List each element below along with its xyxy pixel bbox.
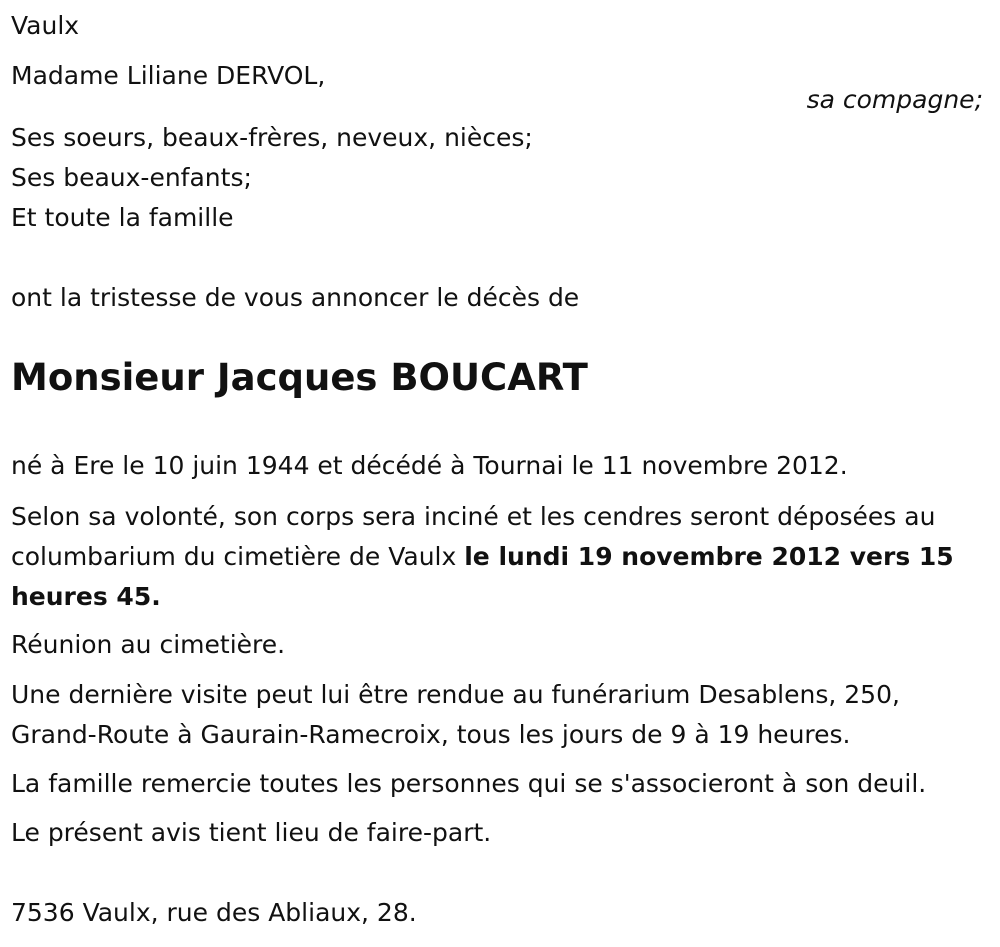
meeting-text: Réunion au cimetière. (11, 630, 286, 659)
address-text: 7536 Vaulx, rue des Abliaux, 28. (11, 898, 417, 927)
funeral-date-text: le lundi 19 novembre 2012 vers 15 heures 45. (11, 542, 954, 611)
family-line-stepchildren: Ses beaux-enfants; (11, 163, 252, 192)
birth-death-text: né à Ere le 10 juin 1944 et décédé à Tournai le 11 novembre 2012. (11, 451, 848, 480)
deceased-name: Monsieur Jacques BOUCART (11, 356, 588, 399)
thanks-text: La famille remercie toutes les personnes qui se s'associeront à son deuil. (11, 769, 927, 798)
notice-text: Le présent avis tient lieu de faire-part. (11, 818, 492, 847)
funeral-wish-paragraph (11, 497, 986, 617)
family-line-all: Et toute la famille (11, 203, 234, 232)
partner-name: Madame Liliane DERVOL, (11, 61, 326, 90)
visit-text: Une dernière visite peut lui être rendue au funérarium Desablens, 250, Grand-Route à Gaurain-Ramecroix, tous les jours de 9 à 19 heures. (11, 680, 900, 749)
announcement-text: ont la tristesse de vous annoncer le décès de (11, 283, 580, 312)
funeral-wish-text: Selon sa volonté, son corps sera inciné et les cendres seront déposées au columbarium du cimetière de Vaulx (11, 502, 936, 571)
family-line-siblings: Ses soeurs, beaux-frères, neveux, nièces; (11, 123, 533, 152)
place-heading: Vaulx (11, 11, 80, 40)
partner-role: sa compagne; (806, 85, 983, 114)
